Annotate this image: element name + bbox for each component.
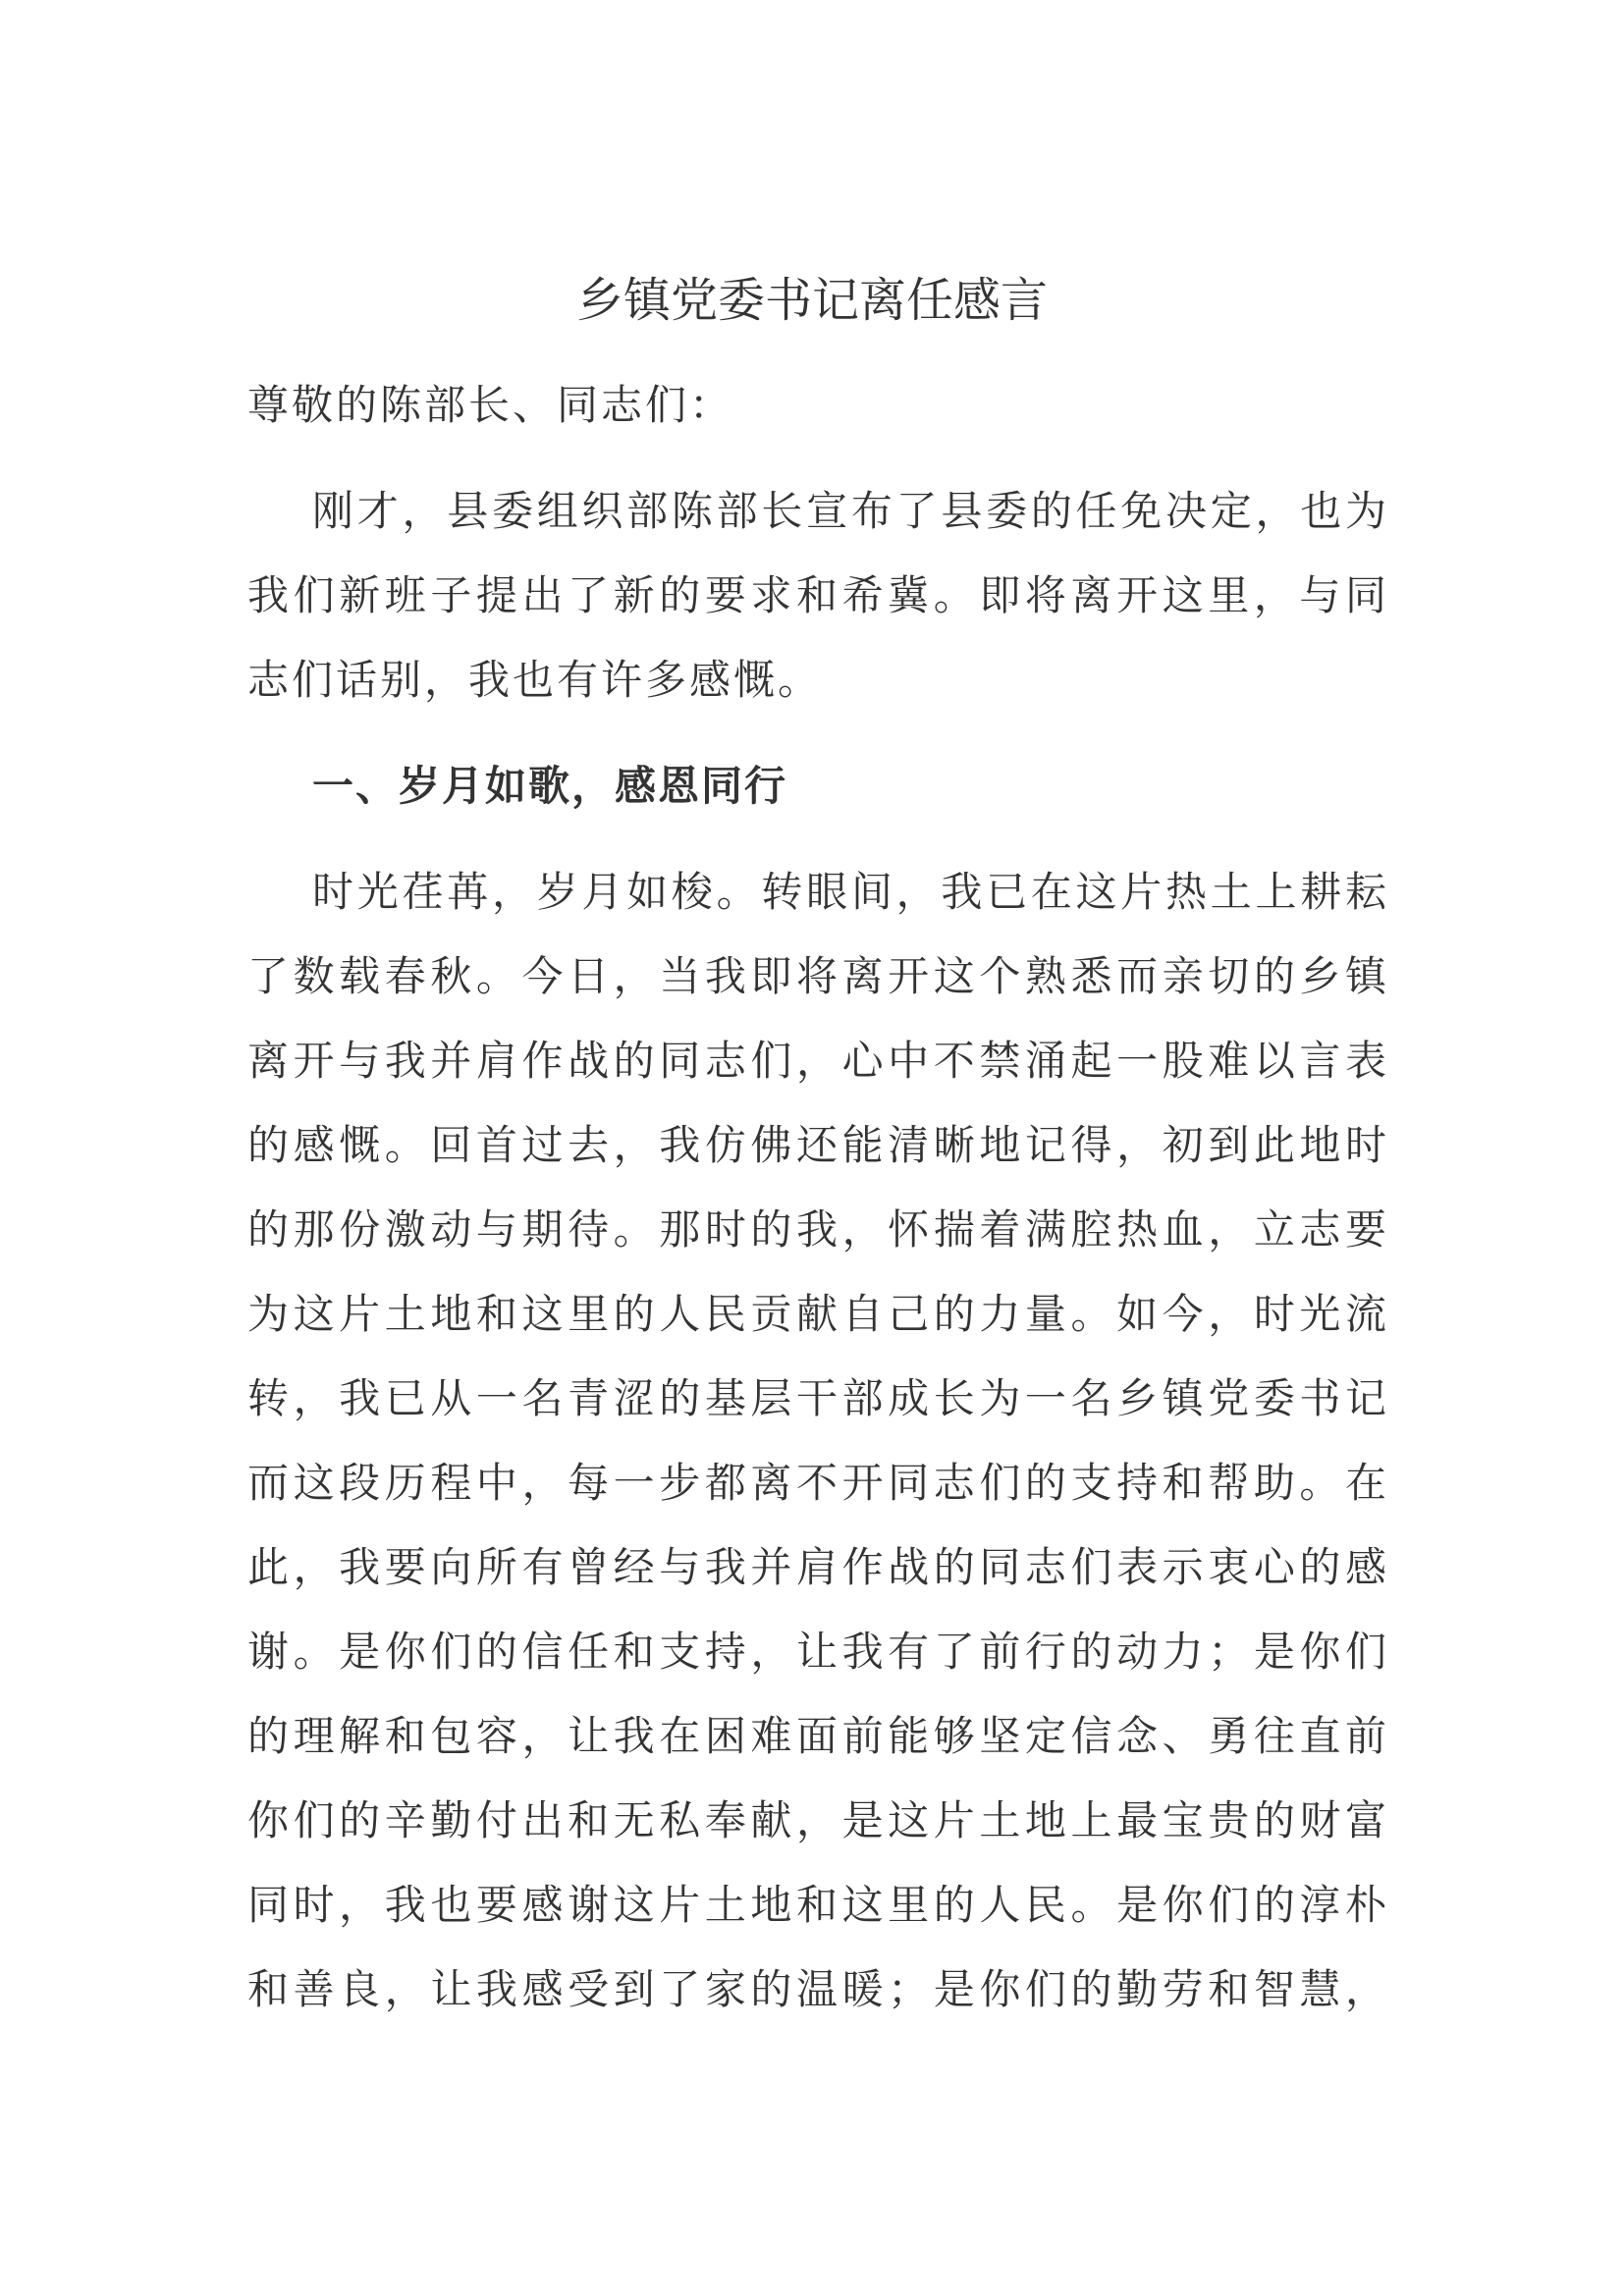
paragraph-line: 刚才，县委组织部陈部长宣布了县委的任免决定，也为	[312, 487, 1386, 535]
paragraph-1	[247, 469, 1386, 722]
paragraph-line: 为这片土地和这里的人民贡献自己的力量。如今，时光流	[247, 1290, 1386, 1338]
paragraph-line: 的感慨。回首过去，我仿佛还能清晰地记得，初到此地时	[247, 1121, 1386, 1169]
salutation: 尊敬的陈部长、同志们：	[247, 381, 734, 429]
paragraph-line: 了数载春秋。今日，当我即将离开这个熟悉而亲切的乡镇	[247, 952, 1386, 1000]
paragraph-line: 转，我已从一名青涩的基层干部成长为一名乡镇党委书记	[247, 1374, 1386, 1422]
paragraph-line: 我们新班子提出了新的要求和希冀。即将离开这里，与同	[247, 571, 1386, 619]
paragraph-spacer	[247, 448, 1386, 469]
paragraph-line: 谢。是你们的信任和支持，让我有了前行的动力；是你们	[247, 1628, 1386, 1676]
document-title: 乡镇党委书记离任感言	[575, 273, 1048, 328]
paragraph-line: 的那份激动与期待。那时的我，怀揣着满腔热血，立志要	[247, 1205, 1386, 1254]
paragraph-2	[247, 850, 1386, 2032]
document-body	[247, 363, 1386, 2032]
paragraph-line: 同时，我也要感谢这片土地和这里的人民。是你们的淳朴	[247, 1881, 1386, 1929]
paragraph-spacer	[247, 722, 1386, 744]
paragraph-line: 你们的辛勤付出和无私奉献，是这片土地上最宝贵的财富	[247, 1796, 1386, 1844]
section-heading: 一、岁月如歌，感恩同行	[312, 762, 788, 810]
paragraph-line: 离开与我并肩作战的同志们，心中不禁涌起一股难以言表	[247, 1037, 1386, 1085]
paragraph-line: 而这段历程中，每一步都离不开同志们的支持和帮助。在	[247, 1459, 1386, 1507]
paragraph-line: 此，我要向所有曾经与我并肩作战的同志们表示衷心的感	[247, 1543, 1386, 1591]
paragraph-line: 和善良，让我感受到了家的温暖；是你们的勤劳和智慧，	[247, 1965, 1386, 2013]
paragraph-line: 时光荏苒，岁月如梭。转眼间，我已在这片热土上耕耘	[312, 868, 1386, 916]
paragraph-line: 的理解和包容，让我在困难面前能够坚定信念、勇往直前	[247, 1712, 1386, 1760]
paragraph-spacer	[247, 828, 1386, 850]
paragraph-line: 志们话别，我也有许多感慨。	[247, 656, 823, 704]
